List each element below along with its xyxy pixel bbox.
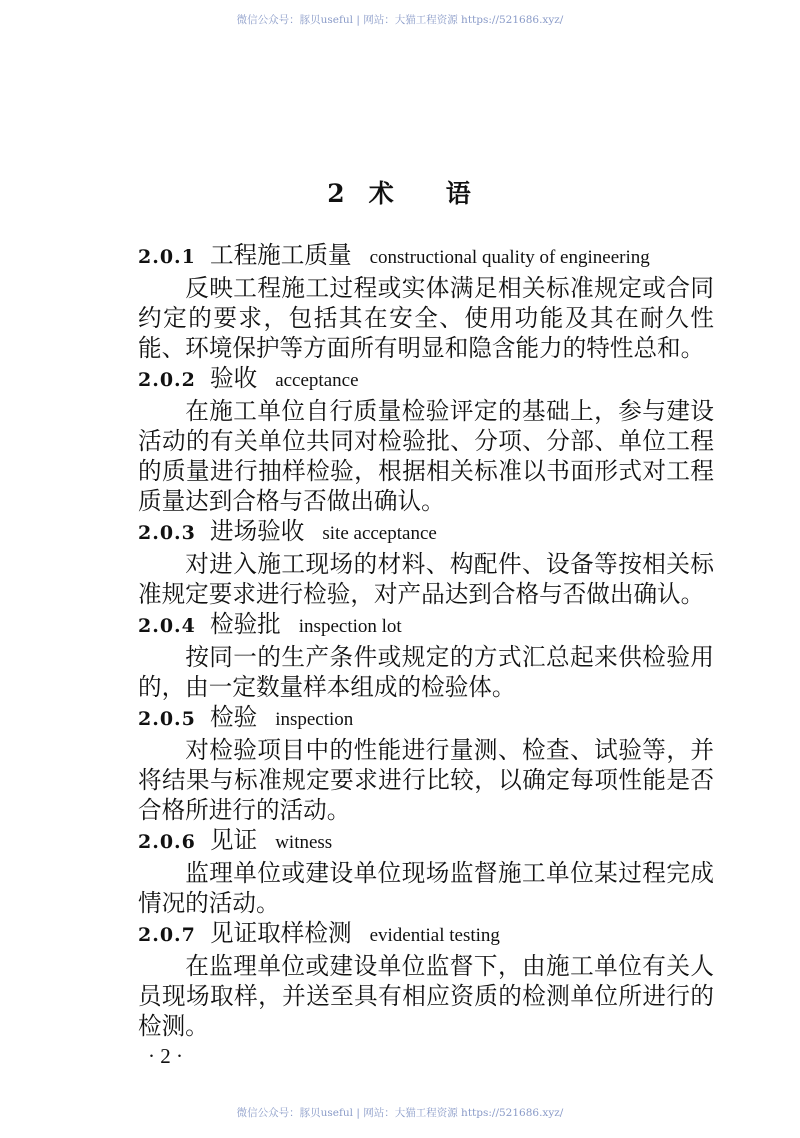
term-number: 2.0.2 xyxy=(138,369,196,391)
term-english: inspection xyxy=(275,709,354,730)
term-chinese: 见证 xyxy=(210,826,258,854)
term-number: 2.0.6 xyxy=(138,831,196,853)
term-heading xyxy=(138,516,714,549)
term-definition: 反映工程施工过程或实体满足相关标准规定或合同约定的要求，包括其在安全、使用功能及其在耐久性能、环境保护等方面所有明显和隐含能力的特性总和。 xyxy=(138,274,714,362)
term-english: witness xyxy=(275,832,333,853)
term-heading xyxy=(138,363,714,396)
section-title xyxy=(0,174,800,210)
page-number: · 2 · xyxy=(148,1044,183,1068)
section-title-word: 语 xyxy=(445,179,473,208)
term-number: 2.0.7 xyxy=(138,924,196,946)
term-heading xyxy=(138,240,714,273)
section-number: 2 xyxy=(327,179,347,208)
term-chinese: 检验批 xyxy=(210,610,281,638)
section-title-word: 术 xyxy=(368,179,396,208)
term-definition: 对进入施工现场的材料、构配件、设备等按相关标准规定要求进行检验，对产品达到合格与否做出确认。 xyxy=(138,550,714,608)
term-number: 2.0.1 xyxy=(138,246,196,268)
term-english: constructional quality of engineering xyxy=(369,247,650,268)
term-english: evidential testing xyxy=(369,925,500,946)
term-definition: 在施工单位自行质量检验评定的基础上，参与建设活动的有关单位共同对检验批、分项、分部、单位工程的质量进行抽样检验，根据相关标准以书面形式对工程质量达到合格与否做出确认。 xyxy=(138,397,714,515)
term-chinese: 进场验收 xyxy=(210,517,305,545)
term-number: 2.0.3 xyxy=(138,522,196,544)
term-heading xyxy=(138,609,714,642)
term-english: site acceptance xyxy=(322,523,437,544)
term-heading xyxy=(138,702,714,735)
term-english: inspection lot xyxy=(298,616,402,637)
term-chinese: 验收 xyxy=(210,364,258,392)
term-definition: 在监理单位或建设单位监督下，由施工单位有关人员现场取样，并送至具有相应资质的检测单位所进行的检测。 xyxy=(138,952,714,1040)
term-chinese: 工程施工质量 xyxy=(210,241,352,269)
terms-list xyxy=(138,240,714,1071)
term-heading xyxy=(138,918,714,951)
term-chinese: 检验 xyxy=(210,703,258,731)
term-english: acceptance xyxy=(275,370,359,391)
term-heading xyxy=(138,825,714,858)
term-definition: 监理单位或建设单位现场监督施工单位某过程完成情况的活动。 xyxy=(138,859,714,917)
term-definition: 按同一的生产条件或规定的方式汇总起来供检验用的，由一定数量样本组成的检验体。 xyxy=(138,643,714,701)
watermark-top: 微信公众号：豚贝useful | 网站：大猫工程资源 https://521686.xyz/ xyxy=(236,14,564,26)
term-number: 2.0.5 xyxy=(138,708,196,730)
watermark-bottom: 微信公众号：豚贝useful | 网站：大猫工程资源 https://521686.xyz/ xyxy=(236,1107,564,1119)
term-definition: 对检验项目中的性能进行量测、检查、试验等，并将结果与标准规定要求进行比较，以确定每项性能是否合格所进行的活动。 xyxy=(138,736,714,824)
term-chinese: 见证取样检测 xyxy=(210,919,352,947)
term-number: 2.0.4 xyxy=(138,615,196,637)
